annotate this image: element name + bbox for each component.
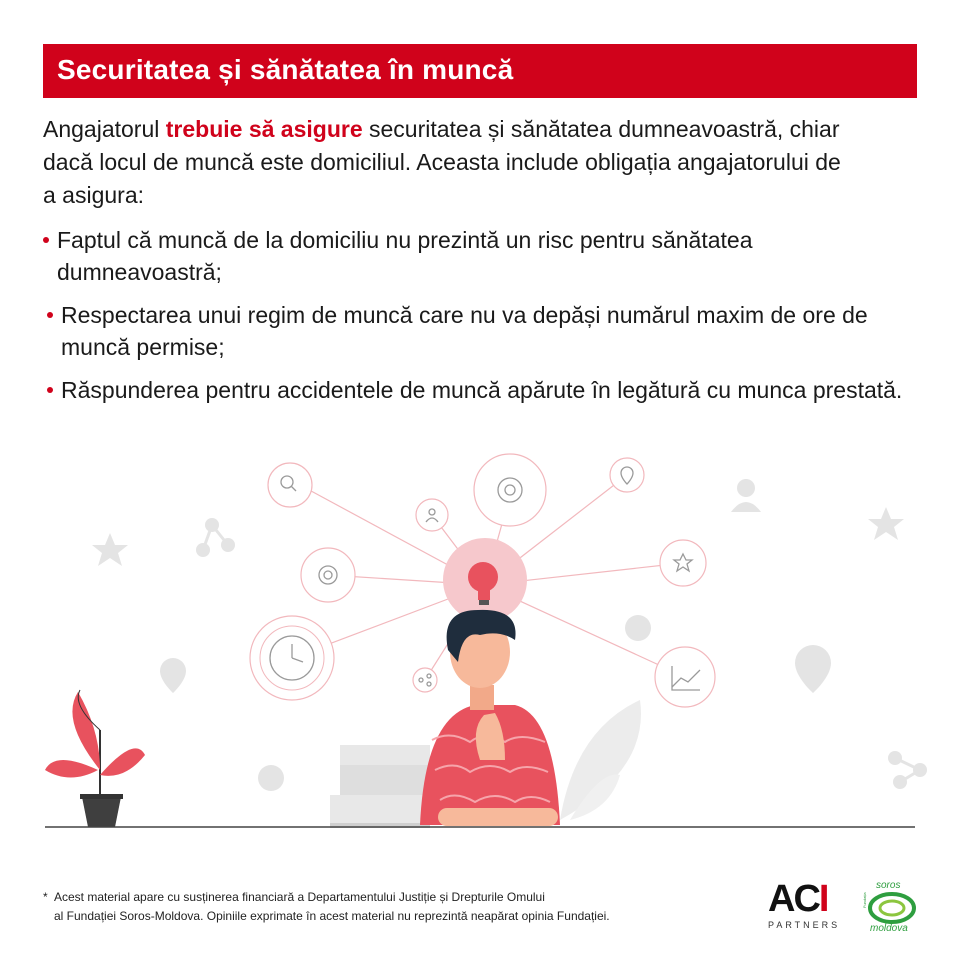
location-pin-icon xyxy=(795,645,831,693)
location-pin-icon xyxy=(160,658,186,693)
footnote-line-2: al Fundației Soros-Moldova. Opiniile exprimate în acest material nu reprezintă neapărat opinia Fundației. xyxy=(54,909,610,923)
chart-bubble xyxy=(655,647,715,707)
list-item xyxy=(43,224,943,288)
bullet-dot-icon xyxy=(47,312,53,318)
intro-highlight: trebuie să asigure xyxy=(165,116,363,142)
page-title: Securitatea și sănătatea în muncă xyxy=(57,54,514,85)
list-item xyxy=(43,374,943,406)
intro-line-3: a asigura: xyxy=(43,182,145,208)
soros-moldova-logo xyxy=(862,878,922,934)
title-banner xyxy=(43,44,917,98)
thinking-person xyxy=(420,610,560,826)
intro-line-1 xyxy=(43,113,923,146)
thinking-person-illustration xyxy=(0,430,960,850)
aci-logo-subtitle: PARTNERS xyxy=(768,920,841,930)
user-icon xyxy=(731,479,761,512)
intro-text: securitatea și sănătatea dumneavoastră, chiar xyxy=(362,116,840,142)
soros-logo-side: Fundația xyxy=(862,892,867,908)
soros-logo-bottom: moldova xyxy=(870,923,908,934)
aci-partners-logo xyxy=(768,880,840,932)
gear-icon xyxy=(258,765,284,791)
bullet-list xyxy=(43,224,943,417)
aci-logo-i: I xyxy=(818,878,828,920)
share-bubble xyxy=(413,668,437,692)
footnote xyxy=(43,888,743,926)
bullet-dot-icon xyxy=(47,387,53,393)
search-bubble xyxy=(268,463,312,507)
soros-logo-swirl-inner xyxy=(880,901,904,915)
box-shape xyxy=(340,745,430,765)
footnote-line-1: Acest material apare cu susținerea financiară a Departamentului Justiție și Drepturile Omului xyxy=(54,890,545,904)
box-shape xyxy=(340,765,430,795)
soros-logo-swirl xyxy=(870,894,914,922)
aci-logo-mark xyxy=(768,880,840,918)
footnote-marker: * xyxy=(43,890,48,904)
bullet-dot-icon xyxy=(43,237,49,243)
aci-logo-letters: AC xyxy=(768,878,819,920)
intro-line-2: dacă locul de muncă este domiciliul. Aceasta include obligația angajatorului de xyxy=(43,149,841,175)
gear-icon xyxy=(625,615,651,641)
list-item-line: Răspunderea pentru accidentele de muncă apărute în legătură cu munca prestată. xyxy=(61,377,903,403)
list-item-line: Respectarea unui regim de muncă care nu va depăși numărul maxim de ore de xyxy=(61,302,868,328)
soros-logo-top: soros xyxy=(876,880,901,891)
list-item xyxy=(43,299,943,363)
share-nodes-icon xyxy=(196,518,235,557)
location-bubble xyxy=(610,458,644,492)
star-icon xyxy=(92,533,128,566)
potted-plant xyxy=(45,690,145,827)
intro-text: Angajatorul xyxy=(43,116,166,142)
list-item-line: Faptul că muncă de la domiciliu nu prezintă un risc pentru sănătatea xyxy=(57,227,753,253)
list-item-line: muncă permise; xyxy=(61,334,225,360)
gear-bubble xyxy=(474,454,546,526)
star-icon xyxy=(868,507,904,540)
target-bubble xyxy=(301,548,355,602)
box-shape xyxy=(330,795,430,825)
star-bubble xyxy=(660,540,706,586)
share-nodes-icon xyxy=(888,751,927,789)
intro-paragraph xyxy=(43,113,923,212)
list-item-line: dumneavoastră; xyxy=(57,259,222,285)
